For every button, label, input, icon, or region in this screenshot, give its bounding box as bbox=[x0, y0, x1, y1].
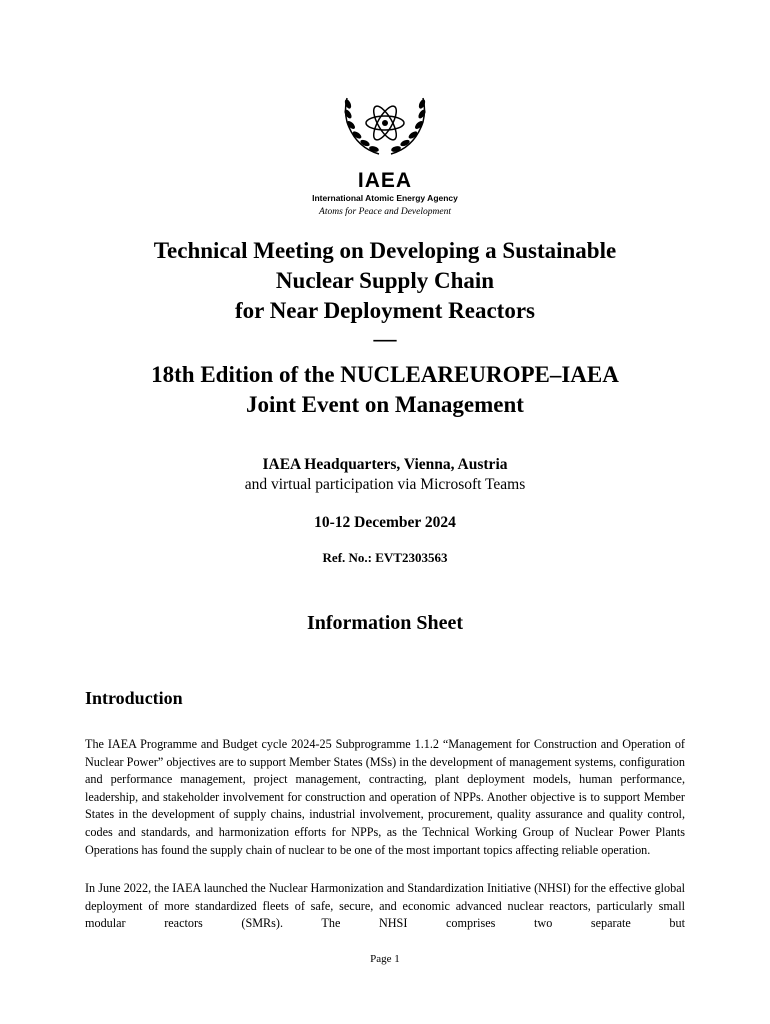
introduction-paragraph-1: The IAEA Programme and Budget cycle 2024-25 Subprogramme 1.1.2 “Management for Construction and Operation of Nuclear Power” objectives are to support Member States (MSs) in the development of management systems, configuration and performance management, project management, contracting, plant deployment models, human performance, leadership, and stakeholder involvement for construction and operation of NPPs. Another objective is to support Member States in the development of supply chains, industrial involvement, procurement, quality assurance and quality control, codes and standards, and harmonization efforts for NPPs, as the Technical Working Group of Nuclear Power Plants Operations has found the supply chain of nuclear to be one of the most important topics affecting reliable operation. bbox=[85, 737, 685, 857]
venue-block bbox=[60, 455, 710, 495]
title-line-1: Technical Meeting on Developing a Sustainable bbox=[153, 238, 617, 263]
subtitle-line-2: Joint Event on Management bbox=[246, 392, 524, 417]
logo-acronym: IAEA bbox=[357, 169, 413, 192]
logo-agency-name: International Atomic Energy Agency bbox=[312, 193, 458, 203]
subtitle-line-1: 18th Edition of the NUCLEAREUROPE–IAEA bbox=[151, 362, 619, 387]
title-line-3: for Near Deployment Reactors bbox=[235, 298, 535, 323]
event-dates: 10-12 December 2024 bbox=[314, 514, 456, 531]
reference-number: Ref. No.: EVT2303563 bbox=[322, 550, 448, 565]
sheet-title: Information Sheet bbox=[306, 612, 464, 634]
document-title bbox=[60, 236, 710, 420]
introduction-paragraph-2: In June 2022, the IAEA launched the Nuclear Harmonization and Standardization Initiative (NHSI) for the effective global deployment of more standardized fleets of safe, secure, and economic advanced nuclear reactors, particularly small modular reactors (SMRs). The NHSI comprises two separate but bbox=[85, 881, 685, 931]
venue-location: IAEA Headquarters, Vienna, Austria bbox=[262, 456, 508, 473]
logo-motto: Atoms for Peace and Development bbox=[319, 207, 451, 217]
iaea-logo bbox=[0, 92, 770, 218]
venue-virtual: and virtual participation via Microsoft Teams bbox=[244, 476, 526, 493]
title-line-2: Nuclear Supply Chain bbox=[275, 268, 495, 293]
title-separator: — bbox=[373, 326, 397, 351]
introduction-heading: Introduction bbox=[85, 688, 183, 708]
page-number: Page 1 bbox=[370, 953, 400, 965]
iaea-atom-emblem-icon bbox=[335, 92, 435, 162]
